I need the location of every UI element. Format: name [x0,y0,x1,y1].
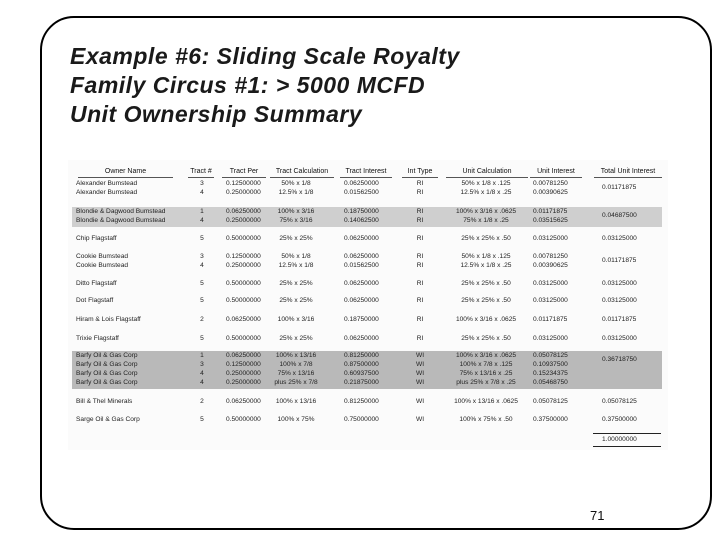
owner-name: Barfy Oil & Gas Corp [76,370,138,377]
tract-interest: 0.06250000 [344,180,379,187]
total-unit-interest: 0.04687500 [602,212,637,219]
tract-interest: 0.81250000 [344,398,379,405]
owner-name: Cookie Bumstead [76,253,129,260]
owner-name: Barfy Oil & Gas Corp [76,352,138,359]
unit-interest: 0.05078125 [533,398,568,405]
total-unit-interest: 0.36718750 [602,356,637,363]
interest-type: WI [415,370,425,377]
unit-calculation: 25% x 25% x .50 [461,235,511,242]
tract-calculation: 100% x 7/8 [279,361,313,368]
unit-interest: 0.03125000 [533,235,568,242]
tract-number: 4 [200,262,204,269]
owner-name: Cookie Bumstead [76,262,129,269]
tract-number: 3 [200,253,204,260]
owner-name: Blondie & Dagwood Bumstead [76,208,166,215]
tract-calculation: 12.5% x 1/8 [278,189,314,196]
column-header: Tract Per [222,168,266,178]
tract-percent: 0.50000000 [226,280,261,287]
owner-name: Bill & Thel Minerals [76,398,133,405]
scanned-table-area [68,160,668,450]
unit-interest: 0.10937500 [533,361,568,368]
tract-interest: 0.01562500 [344,262,379,269]
tract-calculation: 75% x 3/16 [279,217,313,224]
unit-interest: 0.00390625 [533,262,568,269]
unit-calculation: 25% x 25% x .50 [461,280,511,287]
owner-name: Hiram & Lois Flagstaff [76,316,141,323]
unit-calculation: 100% x 3/16 x .0625 [455,208,517,215]
unit-calculation: 25% x 25% x .50 [461,297,511,304]
tract-interest: 0.60937500 [344,370,379,377]
column-header: Tract Interest [340,168,392,178]
total-unit-interest: 0.03125000 [602,335,637,342]
unit-calculation: 12.5% x 1/8 x .25 [460,262,512,269]
owner-name: Alexander Bumstead [76,189,138,196]
total-unit-interest: 0.05078125 [602,398,637,405]
interest-type: WI [415,361,425,368]
tract-interest: 0.06250000 [344,297,379,304]
interest-type: WI [415,398,425,405]
unit-interest: 0.00781250 [533,253,568,260]
column-header: Owner Name [78,168,173,178]
tract-number: 4 [200,217,204,224]
tract-interest: 0.01562500 [344,189,379,196]
unit-interest: 0.05078125 [533,352,568,359]
owner-name: Dot Flagstaff [76,297,114,304]
tract-number: 5 [200,416,204,423]
tract-calculation: 25% x 25% [279,297,313,304]
title-line-3: Unit Ownership Summary [70,101,363,127]
interest-type: RI [416,316,424,323]
interest-type: RI [416,253,424,260]
grand-total: 1.00000000 [602,436,637,443]
tract-interest: 0.87500000 [344,361,379,368]
tract-interest: 0.18750000 [344,208,379,215]
unit-interest: 0.05468750 [533,379,568,386]
interest-type: RI [416,262,424,269]
tract-percent: 0.12500000 [226,180,261,187]
tract-percent: 0.06250000 [226,208,261,215]
tract-number: 2 [200,316,204,323]
tract-number: 4 [200,189,204,196]
total-unit-interest: 0.01171875 [602,257,637,264]
tract-calculation: 75% x 13/16 [277,370,315,377]
tract-calculation: 50% x 1/8 [281,253,311,260]
total-unit-interest: 0.03125000 [602,235,637,242]
total-unit-interest: 0.01171875 [602,316,637,323]
tract-calculation: 100% x 13/16 [275,398,317,405]
tract-calculation: 25% x 25% [279,280,313,287]
unit-calculation: 25% x 25% x .50 [461,335,511,342]
tract-number: 1 [200,208,204,215]
tract-calculation: 12.5% x 1/8 [278,262,314,269]
unit-calculation: 12.5% x 1/8 x .25 [460,189,512,196]
tract-calculation: 100% x 75% [277,416,315,423]
column-header: Total Unit Interest [594,168,662,178]
unit-calculation: 100% x 3/16 x .0625 [455,316,517,323]
unit-calculation: 100% x 13/16 x .0625 [454,398,518,405]
interest-type: RI [416,335,424,342]
unit-interest: 0.00781250 [533,180,568,187]
tract-number: 5 [200,297,204,304]
owner-name: Sarge Oil & Gas Corp [76,416,140,423]
column-header: Tract Calculation [270,168,334,178]
tract-interest: 0.06250000 [344,335,379,342]
grand-total-underline [593,446,661,447]
tract-calculation: 25% x 25% [279,235,313,242]
interest-type: WI [415,352,425,359]
tract-calculation: plus 25% x 7/8 [274,379,318,386]
total-unit-interest: 0.01171875 [602,184,637,191]
interest-type: RI [416,189,424,196]
tract-calculation: 50% x 1/8 [281,180,311,187]
tract-number: 2 [200,398,204,405]
column-header: Unit Interest [530,168,582,178]
tract-number: 4 [200,370,204,377]
tract-percent: 0.50000000 [226,297,261,304]
unit-interest: 0.03125000 [533,297,568,304]
tract-percent: 0.25000000 [226,370,261,377]
total-unit-interest: 0.37500000 [602,416,637,423]
tract-number: 5 [200,235,204,242]
owner-name: Trixie Flagstaff [76,335,119,342]
tract-number: 5 [200,280,204,287]
tract-calculation: 100% x 13/16 [275,352,317,359]
unit-calculation: 100% x 7/8 x .125 [459,361,513,368]
column-header: Unit Calculation [446,168,528,178]
tract-percent: 0.50000000 [226,335,261,342]
tract-percent: 0.50000000 [226,416,261,423]
tract-interest: 0.21875000 [344,379,379,386]
total-unit-interest: 0.03125000 [602,297,637,304]
column-header: Tract # [188,168,214,178]
tract-percent: 0.06250000 [226,398,261,405]
column-header: Int Type [402,168,438,178]
tract-percent: 0.25000000 [226,379,261,386]
title-line-2: Family Circus #1: > 5000 MCFD [70,72,426,98]
unit-calculation: 50% x 1/8 x .125 [461,180,511,187]
tract-calculation: 100% x 3/16 [277,316,315,323]
tract-number: 5 [200,335,204,342]
unit-interest: 0.03125000 [533,280,568,287]
tract-calculation: 25% x 25% [279,335,313,342]
tract-percent: 0.25000000 [226,189,261,196]
tract-percent: 0.25000000 [226,217,261,224]
tract-percent: 0.06250000 [226,316,261,323]
page-number: 71 [590,508,605,523]
tract-number: 1 [200,352,204,359]
unit-interest: 0.01171875 [533,316,568,323]
owner-name: Blondie & Dagwood Bumstead [76,217,166,224]
tract-percent: 0.12500000 [226,253,261,260]
tract-interest: 0.06250000 [344,280,379,287]
interest-type: RI [416,208,424,215]
unit-calculation: 50% x 1/8 x .125 [461,253,511,260]
tract-interest: 0.75000000 [344,416,379,423]
tract-percent: 0.50000000 [226,235,261,242]
tract-interest: 0.81250000 [344,352,379,359]
tract-calculation: 100% x 3/16 [277,208,315,215]
total-unit-interest: 0.03125000 [602,280,637,287]
owner-name: Barfy Oil & Gas Corp [76,379,138,386]
tract-percent: 0.12500000 [226,361,261,368]
unit-interest: 0.37500000 [533,416,568,423]
interest-type: RI [416,280,424,287]
interest-type: WI [415,379,425,386]
tract-number: 4 [200,379,204,386]
slide-title [70,42,460,129]
interest-type: RI [416,297,424,304]
unit-calculation: 100% x 75% x .50 [459,416,513,423]
tract-interest: 0.06250000 [344,235,379,242]
interest-type: RI [416,180,424,187]
unit-interest: 0.03515625 [533,217,568,224]
unit-calculation: plus 25% x 7/8 x .25 [456,379,516,386]
interest-type: RI [416,217,424,224]
unit-interest: 0.03125000 [533,335,568,342]
tract-number: 3 [200,361,204,368]
title-line-1: Example #6: Sliding Scale Royalty [70,43,460,69]
interest-type: WI [415,416,425,423]
tract-interest: 0.06250000 [344,253,379,260]
owner-name: Chip Flagstaff [76,235,117,242]
unit-calculation: 75% x 1/8 x .25 [463,217,509,224]
interest-type: RI [416,235,424,242]
unit-interest: 0.15234375 [533,370,568,377]
tract-interest: 0.14062500 [344,217,379,224]
unit-interest: 0.00390625 [533,189,568,196]
unit-interest: 0.01171875 [533,208,568,215]
owner-name: Ditto Flagstaff [76,280,117,287]
unit-calculation: 75% x 13/16 x .25 [459,370,513,377]
unit-calculation: 100% x 3/16 x .0625 [455,352,517,359]
tract-percent: 0.25000000 [226,262,261,269]
total-rule [593,433,661,434]
tract-percent: 0.06250000 [226,352,261,359]
tract-number: 3 [200,180,204,187]
owner-name: Barfy Oil & Gas Corp [76,361,138,368]
owner-name: Alexander Bumstead [76,180,138,187]
tract-interest: 0.18750000 [344,316,379,323]
